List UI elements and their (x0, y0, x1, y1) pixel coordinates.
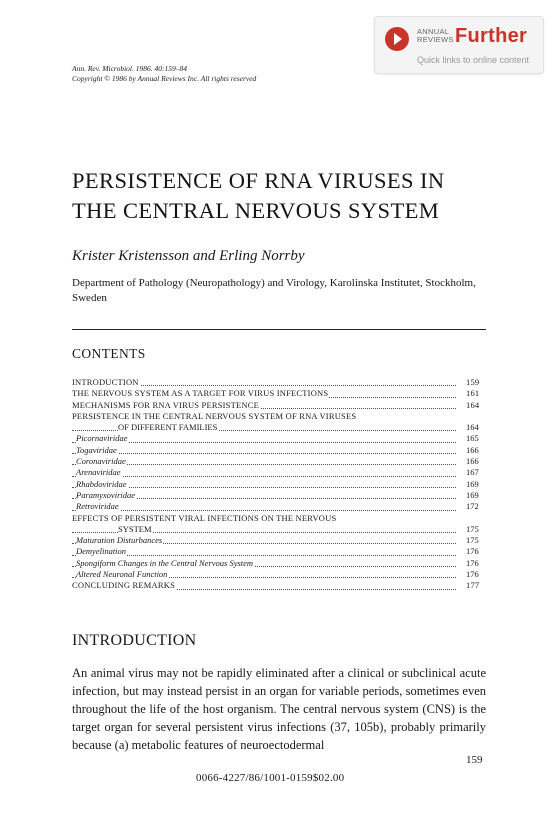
toc-leader-dots (72, 453, 456, 454)
toc-entry-label: EFFECTS OF PERSISTENT VIRAL INFECTIONS ON THE NERVOUS (72, 512, 337, 523)
toc-leader-dots (72, 510, 456, 511)
citation-line-1: Ann. Rev. Microbiol. 1986. 40:159–84 (72, 64, 187, 73)
toc-entry-label: Arenaviridae (76, 467, 121, 478)
toc-entry[interactable] (72, 433, 486, 444)
toc-entry[interactable] (72, 490, 486, 501)
introduction-body: An animal virus may not be rapidly eliminated after a clinical or subclinical acute infection, but may instead persist in an organ for variable periods, sometimes even throughout the life of the host organism. The central nervous system (CNS) is the target organ for several persistent virus infections (37, 105b), probably primarily because (a) metabolic features of neuroectodermal (72, 666, 486, 752)
toc-entry-label: Paramyxoviridae (76, 489, 136, 500)
badge-tagline: Quick links to online content (417, 55, 530, 65)
further-badge[interactable] (374, 16, 544, 74)
authors: Krister Kristensson and Erling Norrby (72, 248, 305, 264)
contents-heading: CONTENTS (72, 346, 146, 361)
toc-entry-page: 169 (466, 490, 486, 501)
toc-entry-page: 176 (466, 546, 486, 557)
toc-entry-page: 167 (466, 467, 486, 478)
toc-entry-label: Spongiform Changes in the Central Nervous System (76, 557, 254, 568)
toc-entry[interactable] (72, 513, 486, 524)
toc-entry-page: 175 (466, 535, 486, 546)
toc-entry[interactable] (72, 524, 486, 535)
toc-entry-label: CONCLUDING REMARKS (72, 580, 176, 591)
toc-entry[interactable] (72, 445, 486, 456)
toc-entry-page: 161 (466, 388, 486, 399)
toc-entry[interactable] (72, 422, 486, 433)
toc-entry-label: INTRODUCTION (72, 377, 139, 387)
badge-annual: ANNUAL (417, 27, 450, 36)
toc-entry[interactable] (72, 377, 486, 388)
toc-entry-page: 164 (466, 400, 486, 411)
toc-entry-page: 159 (466, 377, 486, 388)
title-line-1: PERSISTENCE OF RNA VIRUSES IN (72, 168, 445, 193)
toc-entry-label: Retroviridae (76, 501, 119, 512)
badge-further-word: Further (455, 25, 528, 47)
toc-entry-label: Picornaviridae (76, 433, 128, 444)
toc-entry[interactable] (72, 388, 486, 399)
table-of-contents (72, 377, 486, 592)
toc-entry[interactable] (72, 558, 486, 569)
page-number: 159 (466, 754, 483, 766)
toc-entry-label: Coronaviridae (76, 456, 126, 467)
toc-leader-dots (72, 442, 456, 443)
toc-entry-label: Maturation Disturbances (76, 535, 163, 546)
introduction-heading: INTRODUCTION (72, 632, 197, 649)
toc-entry[interactable] (72, 535, 486, 546)
toc-leader-dots (72, 487, 456, 488)
toc-entry[interactable] (72, 400, 486, 411)
footer-code: 0066-4227/86/1001-0159$02.00 (196, 772, 345, 784)
toc-leader-dots (72, 555, 456, 556)
toc-entry[interactable] (72, 546, 486, 557)
badge-reviews: REVIEWS (417, 35, 454, 44)
article-title (72, 166, 502, 226)
toc-entry-page: 175 (466, 524, 486, 535)
toc-entry-page: 166 (466, 445, 486, 456)
toc-entry-page: 165 (466, 433, 486, 444)
toc-entry-page: 166 (466, 456, 486, 467)
badge-annual-reviews (417, 28, 454, 44)
toc-entry-label: Demyelination (76, 546, 127, 557)
toc-entry[interactable] (72, 456, 486, 467)
toc-entry-label: Togaviridae (76, 444, 117, 455)
toc-entry-page: 169 (466, 479, 486, 490)
toc-entry-label: MECHANISMS FOR RNA VIRUS PERSISTENCE (72, 399, 259, 410)
divider-rule (72, 329, 486, 330)
toc-leader-dots (72, 476, 456, 477)
toc-entry-page: 177 (466, 580, 486, 591)
toc-entry-page: 164 (466, 422, 486, 433)
toc-entry[interactable] (72, 569, 486, 580)
toc-entry-label: SYSTEM (118, 523, 152, 534)
toc-entry[interactable] (72, 467, 486, 478)
toc-entry[interactable] (72, 479, 486, 490)
citation (72, 64, 256, 84)
citation-line-2: Copyright © 1986 by Annual Reviews Inc. All rights reserved (72, 74, 257, 83)
title-line-2: THE CENTRAL NERVOUS SYSTEM (72, 198, 440, 223)
toc-entry[interactable] (72, 411, 486, 422)
toc-entry-label: OF DIFFERENT FAMILIES (118, 422, 218, 433)
toc-entry-label: Altered Neuronal Function (76, 569, 168, 580)
toc-entry-page: 172 (466, 501, 486, 512)
toc-leader-dots (72, 464, 456, 465)
toc-entry-label: THE NERVOUS SYSTEM AS A TARGET FOR VIRUS INFECTIONS (72, 388, 329, 399)
affiliation: Department of Pathology (Neuropathology) and Virology, Karolinska Institutet, Stockholm, Sweden (72, 277, 476, 304)
toc-entry-page: 176 (466, 569, 486, 580)
toc-entry[interactable] (72, 580, 486, 591)
toc-entry[interactable] (72, 501, 486, 512)
toc-entry-page: 176 (466, 558, 486, 569)
toc-entry-label: Rhabdoviridae (76, 478, 127, 489)
toc-entry-label: PERSISTENCE IN THE CENTRAL NERVOUS SYSTEM OF RNA VIRUSES (72, 410, 357, 421)
play-icon (385, 27, 409, 51)
